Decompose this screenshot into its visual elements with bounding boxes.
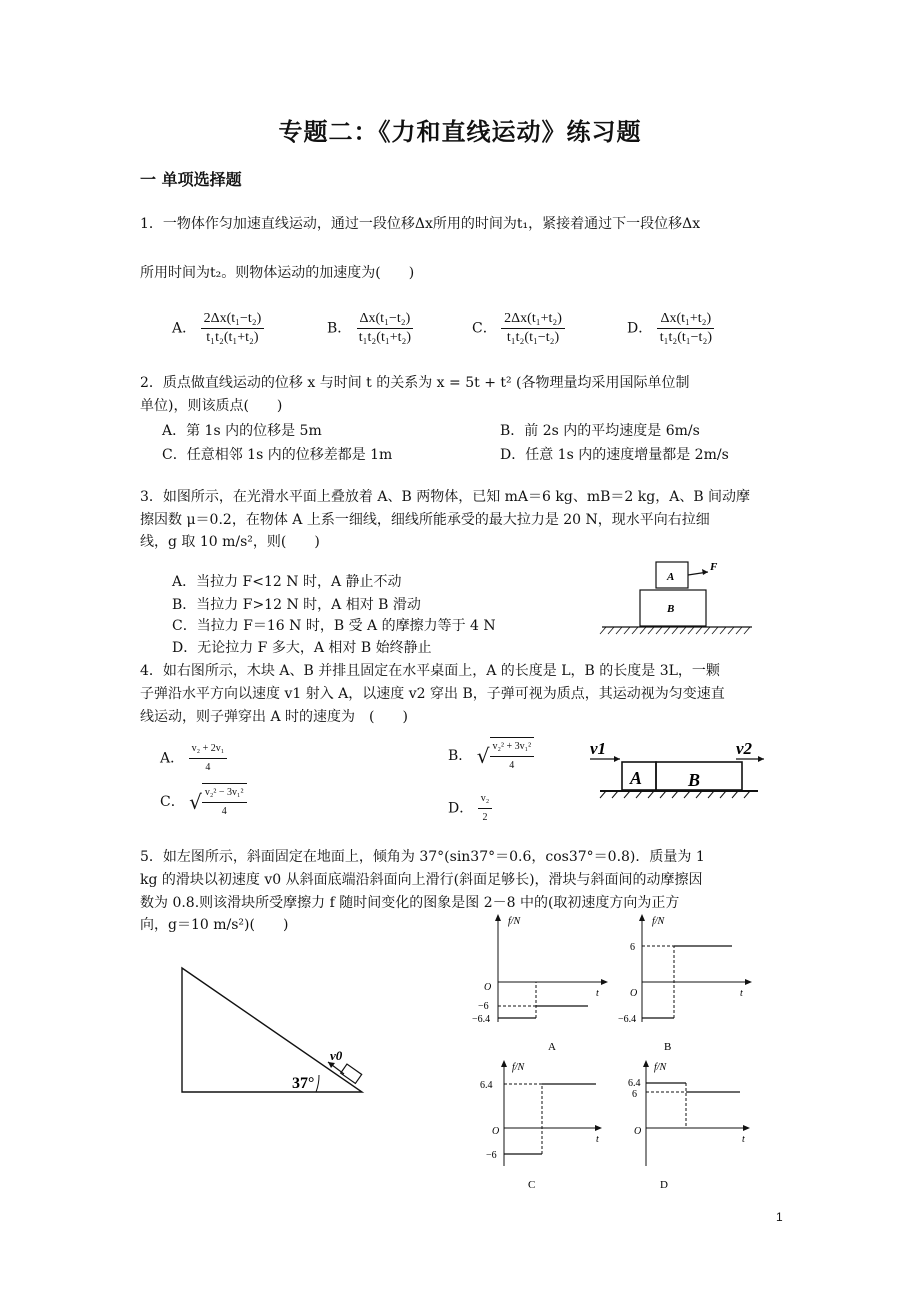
q1-option-a [172,310,264,347]
option-label: C． [160,794,185,810]
block-b-label: B [688,770,701,790]
tick-label: 6 [630,942,635,953]
q3-line2: 擦因数 μ＝0.2，在物体 A 上系一细线，细线所能承受的最大拉力是 20 N，现水平向右拉细 [140,512,710,528]
graph-c [462,1054,612,1194]
numerator: v₂ + 2v₁ [189,740,228,759]
tick-label: −6 [486,1150,497,1161]
incline-triangle [182,968,362,1092]
q1-line2: 所用时间为t₂。则物体运动的加速度为( ) [140,265,415,281]
origin-label: O [484,982,492,993]
graph-label: D [660,1179,668,1191]
q2-option-a: A．第 1s 内的位移是 5m [162,423,322,439]
fraction [356,310,414,347]
tick-label: −6.4 [472,1014,491,1025]
tick-label: −6 [478,1001,489,1012]
q3-option-b: B．当拉力 F>12 N 时，A 相对 B 滑动 [172,597,421,613]
denominator: t₁t₂(t₁−t₂) [506,330,560,345]
option-label: D． [448,800,474,817]
option-label: A． [160,750,185,767]
ground-hatch [600,627,750,634]
y-axis-label: f/N [508,916,521,927]
origin-label: O [492,1126,500,1137]
graph-label: B [664,1041,672,1053]
block-a-label: A [667,571,675,583]
arrow-head-icon [745,979,752,985]
q3-option-c: C．当拉力 F＝16 N 时，B 受 A 的摩擦力等于 4 N [172,618,496,634]
fraction [201,310,265,347]
y-axis-label: f/N [654,1062,667,1073]
arrow-head-icon [743,1125,750,1131]
v1-label: v1 [590,739,607,758]
arrow-head-icon [501,1060,507,1067]
q4-option-a [160,740,227,777]
arrow-head-icon [643,1060,649,1067]
q3-option-a: A．当拉力 F<12 N 时，A 静止不动 [172,574,402,590]
q1-options [172,310,772,360]
force-label: F [710,561,718,573]
q3-line3: 线，g 取 10 m/s²，则( ) [140,534,320,550]
fraction [490,737,535,775]
origin-label: O [634,1126,642,1137]
numerator: v₂² + 3v₁² [490,738,535,757]
y-axis-label: f/N [652,916,665,927]
option-label: B． [448,748,473,764]
y-axis-label: f/N [512,1062,525,1073]
graph-b [602,910,762,1056]
arrow-head-icon [495,914,501,921]
q2-option-b: B．前 2s 内的平均速度是 6m/s [500,423,700,439]
fraction [202,783,247,821]
table-hatch [600,791,750,798]
q4-option-d [448,790,492,827]
denominator: 2 [482,812,488,823]
numerator: v₂² − 3v₁² [202,784,247,803]
tick-label: 6.4 [480,1080,493,1091]
x-axis-label: t [740,988,743,999]
graph-a [452,910,612,1056]
arrow-head-icon [614,756,620,762]
section-heading: 一 单项选择题 [140,170,242,189]
graph-label: C [528,1179,536,1191]
q5-line1: 5．如左图所示，斜面固定在地面上，倾角为 37°(sin37°＝0.6，cos37°＝0.8)．质量为 1 [140,849,705,865]
q5-line4: 向，g＝10 m/s²)( ) [140,917,289,933]
fraction [478,790,493,827]
angle-label: 37° [292,1075,315,1092]
arrow-head-icon [639,914,645,921]
v0-label: v0 [330,1048,343,1063]
q4-bullet-blocks-figure [586,734,772,802]
q1-option-d [627,310,715,347]
q2-option-c: C．任意相邻 1s 内的位移差都是 1m [162,447,393,463]
q2-line2: 单位)，则该质点( ) [140,398,283,414]
tick-label: 6 [632,1089,637,1100]
sqrt-icon: √ [476,744,490,768]
q2-option-d: D．任意 1s 内的速度增量都是 2m/s [500,447,729,463]
sqrt-icon: √ [189,790,202,814]
page-number: 1 [776,1210,783,1224]
q2-line1: 2．质点做直线运动的位移 x 与时间 t 的关系为 x = 5t + t² (各物理量均采用国际单位制 [140,375,690,391]
page-title: 专题二：《力和直线运动》练习题 [278,118,642,146]
fraction [189,740,228,777]
graph-label: A [548,1041,556,1053]
option-label: B． [327,320,352,337]
q5-line2: kg 的滑块以初速度 v0 从斜面底端沿斜面向上滑行(斜面足够长)，滑块与斜面间的动摩擦因 [140,872,703,888]
block-a-label: A [630,768,643,788]
option-label: A． [172,320,197,337]
x-axis-label: t [596,988,599,999]
denominator: 4 [205,762,211,773]
angle-arc [316,1075,319,1092]
graph-d [602,1054,762,1194]
numerator: Δx(t₁−t₂) [357,310,414,329]
arrow-head-icon [595,1125,602,1131]
arrow-head-icon [702,569,708,575]
q5-line3: 数为 0.8.则该滑块所受摩擦力 f 随时间变化的图象是图 2－8 中的(取初速度方向为正方 [140,895,680,911]
option-label: D． [627,320,653,337]
q1-option-b [327,310,414,347]
numerator: 2Δx(t₁−t₂) [201,310,265,329]
q3-line1: 3．如图所示，在光滑水平面上叠放着 A、B 两物体，已知 mA＝6 kg、mB＝2 kg，A、B 间动摩 [140,489,751,505]
block-b-label: B [667,603,675,615]
q3-stacked-blocks-figure [596,556,756,636]
origin-label: O [630,988,638,999]
fraction [657,310,715,347]
numerator: v₂ [478,790,493,809]
q4-option-c [160,783,247,821]
option-label: C． [472,320,497,337]
denominator: t₁t₂(t₁−t₂) [659,330,712,345]
x-axis-label: t [742,1134,745,1145]
q4-line2: 子弹沿水平方向以速度 v1 射入 A，以速度 v2 穿出 B，子弹可视为质点，其运动视为匀变速直 [140,686,725,702]
denominator: 4 [509,760,515,771]
q4-line3: 线运动，则子弹穿出 A 时的速度为 ( ) [140,709,408,725]
numerator: Δx(t₁+t₂) [657,310,714,329]
q4-line1: 4．如右图所示，木块 A、B 并排且固定在水平桌面上，A 的长度是 L，B 的长度是 3L，一颗 [140,663,720,679]
arrow-head-icon [758,756,764,762]
numerator: 2Δx(t₁+t₂) [501,310,565,329]
v2-label: v2 [736,739,753,758]
q1-option-c [472,310,565,347]
q4-option-b [448,737,534,775]
q1-line1: 1．一物体作匀加速直线运动，通过一段位移Δx所用的时间为t₁，紧接着通过下一段位移Δx [140,216,701,232]
denominator: 4 [221,806,227,817]
denominator: t₁t₂(t₁+t₂) [206,330,259,345]
denominator: t₁t₂(t₁+t₂) [358,330,412,345]
fraction [501,310,565,347]
q5-incline-figure [176,962,372,1098]
q3-option-d: D．无论拉力 F 多大，A 相对 B 始终静止 [172,640,432,656]
tick-label: 6.4 [628,1078,641,1089]
x-axis-label: t [596,1134,599,1145]
tick-label: −6.4 [618,1014,637,1025]
